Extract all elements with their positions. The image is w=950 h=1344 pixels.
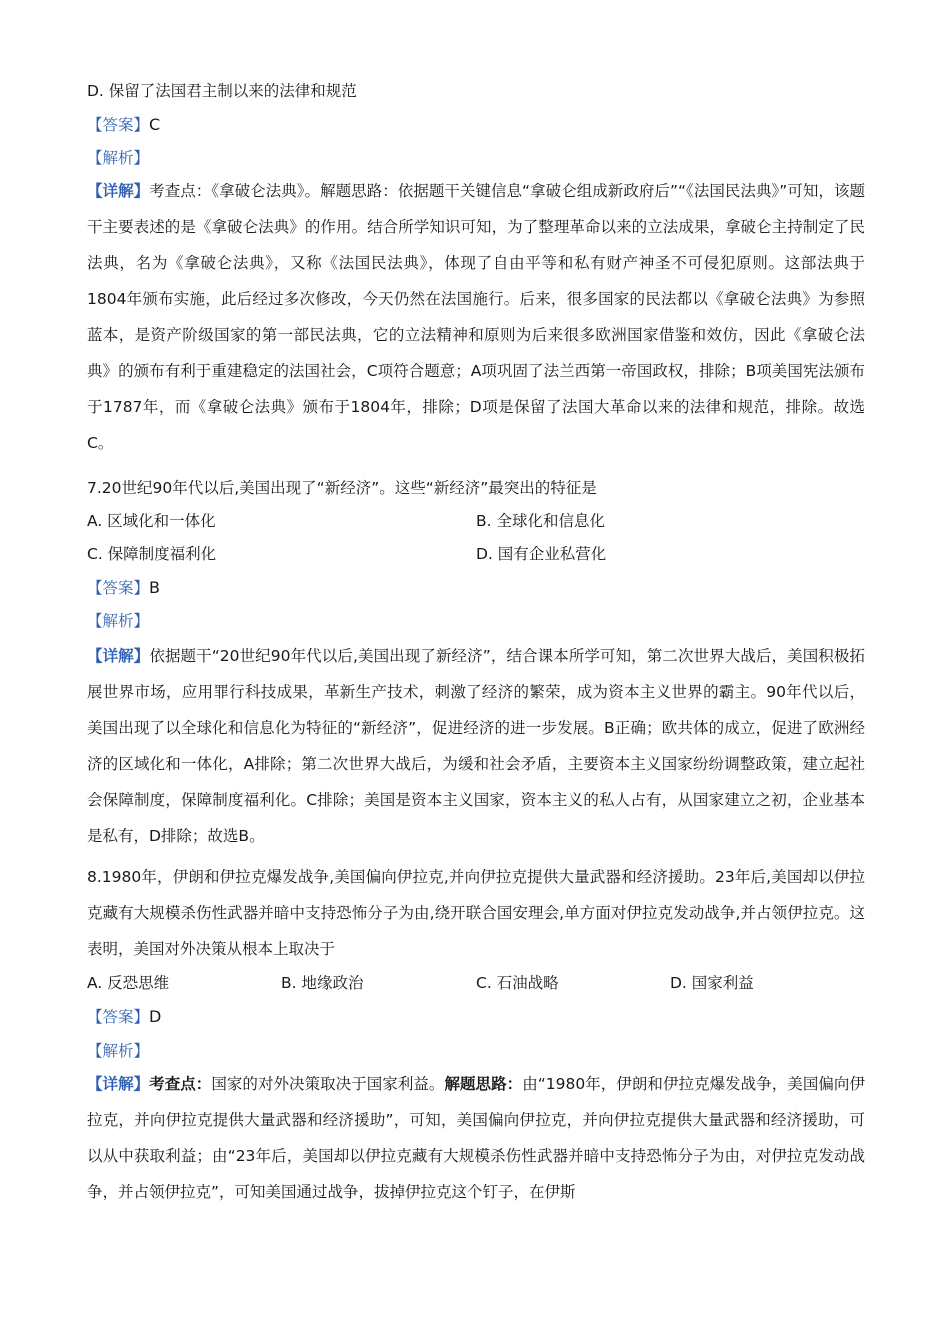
q6-detail-paragraph xyxy=(87,173,865,461)
detail-text: 考查点：《拿破仑法典》。解题思路：依据题干关键信息“拿破仑组成新政府后”“《法国民法典》”可知，该题干主要表述的是《拿破仑法典》的作用。结合所学知识可知，为了整理革命以来的立法成果，拿破仑主持制定了民法典，名为《拿破仑法典》，又称《法国民法典》，体现了自由平等和私有财产神圣不可侵犯原则。这部法典于1804年颁布实施，此后经过多次修改，今天仍然在法国施行。后来，很多国家的民法都以《拿破仑法典》为参照蓝本，是资产阶级国家的第一部民法典，它的立法精神和原则为后来很多欧洲国家借鉴和效仿，因此《拿破仑法典》的颁布有利于重建稳定的法国社会，C项符合题意；A项巩固了法兰西第一帝国政权，排除；B项美国宪法颁布于1787年，而《拿破仑法典》颁布于1804年，排除；D项是保留了法国大革命以来的法律和规范，排除。故选C。 xyxy=(87,182,865,452)
point-label: 考查点： xyxy=(149,1075,212,1093)
detail-tag: 【详解】 xyxy=(87,647,150,665)
q8-option-d: D. 国家利益 xyxy=(670,974,754,992)
q7-option-c: C. 保障制度福利化 xyxy=(87,545,217,563)
answer-tag: 【答案】 xyxy=(87,116,150,134)
q6-option-d: D. 保留了法国君主制以来的法律和规范 xyxy=(87,82,357,100)
answer-tag: 【答案】 xyxy=(87,579,150,597)
approach-label: 解题思路： xyxy=(444,1075,523,1093)
q8-question: 8.1980年，伊朗和伊拉克爆发战争,美国偏向伊拉克,并向伊拉克提供大量武器和经济援助。23年后,美国却以伊拉克藏有大规模杀伤性武器并暗中支持恐怖分子为由,绕开联合国安理会,单方面对伊拉克发动战争,并占领伊拉克。这表明，美国对外决策从根本上取决于 xyxy=(87,868,865,958)
q7-option-a: A. 区域化和一体化 xyxy=(87,512,216,530)
answer-tag: 【答案】 xyxy=(87,1008,150,1026)
q7-answer xyxy=(87,577,863,599)
answer-value: B xyxy=(149,578,160,597)
q7-option-d: D. 国有企业私营化 xyxy=(476,545,607,563)
answer-value: C xyxy=(149,115,161,134)
q7-detail-paragraph xyxy=(87,638,865,854)
approach-text: 由“1980年，伊朗和伊拉克爆发战争，美国偏向伊拉克，并向伊拉克提供大量武器和经济援助”，可知，美国偏向伊拉克，并向伊拉克提供大量武器和经济援助，可以从中获取利益；由“23年后，美国却以伊拉克藏有大规模杀伤性武器并暗中支持恐怖分子为由，对伊拉克发动战争，并占领伊拉克”，可知美国通过战争，拔掉伊拉克这个钉子，在伊斯 xyxy=(87,1075,865,1201)
q8-analysis-tag xyxy=(87,1040,863,1062)
q6-answer xyxy=(87,114,863,136)
q8-option-a: A. 反恐思维 xyxy=(87,974,170,992)
analysis-tag: 【解析】 xyxy=(87,612,150,630)
q8-answer xyxy=(87,1006,863,1028)
detail-text: 依据题干“20世纪90年代以后,美国出现了新经济”，结合课本所学可知，第二次世界大战后，美国积极拓展世界市场，应用罪行科技成果，革新生产技术，刺激了经济的繁荣，成为资本主义世界的霸主。90年代以后，美国出现了以全球化和信息化为特征的“新经济”，促进经济的进一步发展。B正确；欧共体的成立，促进了欧洲经济的区域化和一体化，A排除；第二次世界大战后，为缓和社会矛盾，主要资本主义国家纷纷调整政策，建立起社会保障制度，保障制度福利化。C排除；美国是资本主义国家，资本主义的私人占有，从国家建立之初，企业基本是私有，D排除；故选B。 xyxy=(87,647,865,845)
detail-tag: 【详解】 xyxy=(87,1075,150,1093)
q8-option-c: C. 石油战略 xyxy=(476,974,559,992)
point-text: 国家的对外决策取决于国家利益。 xyxy=(211,1075,445,1093)
answer-value: D xyxy=(149,1007,162,1026)
q7-question: 7.20世纪90年代以后,美国出现了“新经济”。这些“新经济”最突出的特征是 xyxy=(87,479,597,497)
analysis-tag: 【解析】 xyxy=(87,149,150,167)
q8-detail-paragraph xyxy=(87,1066,865,1210)
q7-analysis-tag xyxy=(87,610,863,632)
q6-analysis-tag xyxy=(87,147,863,169)
analysis-tag: 【解析】 xyxy=(87,1042,150,1060)
q7-option-b: B. 全球化和信息化 xyxy=(476,512,605,530)
q8-option-b: B. 地缘政治 xyxy=(281,974,364,992)
detail-tag: 【详解】 xyxy=(87,182,150,200)
